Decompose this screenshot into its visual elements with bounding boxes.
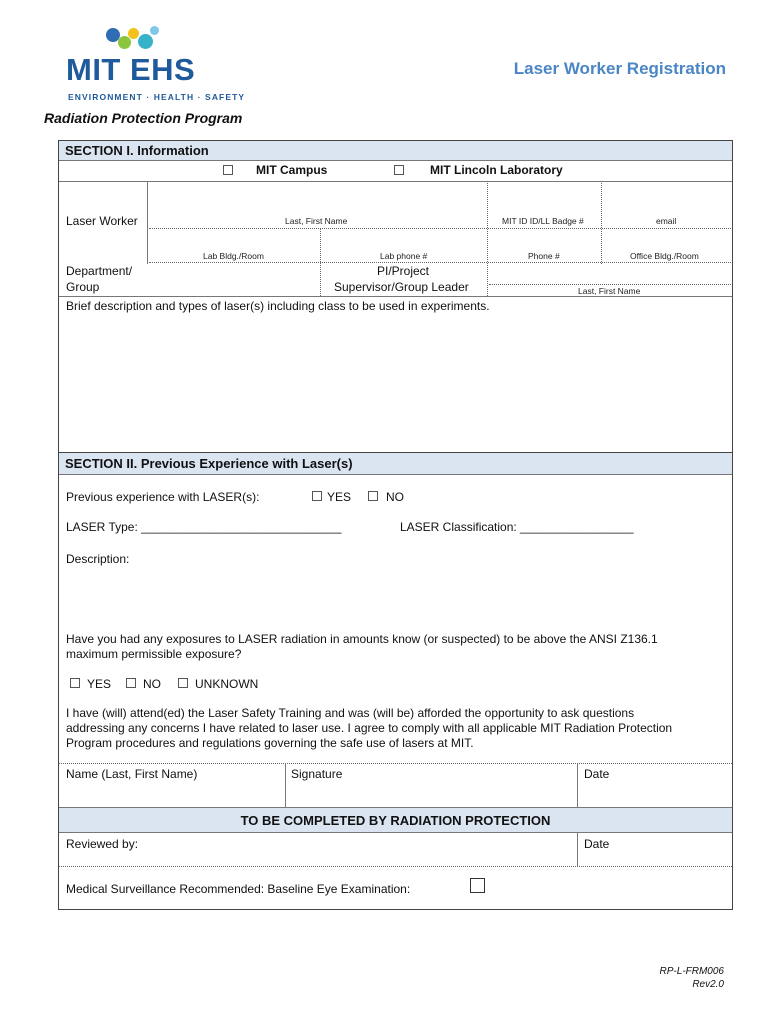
form-title: Laser Worker Registration (513, 59, 726, 78)
lab-field-line[interactable] (149, 262, 731, 263)
exposure-yes-label: YES (87, 677, 112, 691)
rp-section-header (59, 808, 732, 832)
laser-description-prompt: Brief description and types of laser(s) including class to be used in experiments. (66, 299, 490, 313)
section-2-header (59, 453, 732, 474)
mit-ehs-logo (66, 24, 246, 108)
exposure-yes-checkbox[interactable] (70, 678, 80, 688)
exposure-no-label: NO (143, 677, 161, 691)
campus-row-line (59, 181, 732, 182)
lab-phone-hint: Lab phone # (380, 251, 428, 261)
lab-phone-divider (320, 229, 321, 296)
rp-header-line (59, 832, 732, 833)
exposure-question-line2: maximum permissible exposure? (66, 647, 242, 661)
email-hint: email (656, 216, 677, 226)
prev-exp-no-checkbox[interactable] (368, 491, 378, 501)
mit-campus-checkbox[interactable] (223, 165, 233, 175)
signature-row-top-line (59, 763, 732, 764)
laser-type-field[interactable]: LASER Type: ______________________________ (66, 520, 342, 534)
date-field-label[interactable]: Date (584, 767, 610, 781)
laser-worker-label: Laser Worker (66, 214, 138, 228)
logo-tagline: ENVIRONMENT · HEALTH · SAFETY (68, 92, 246, 102)
medical-surveillance-checkbox[interactable] (470, 878, 485, 893)
name-hint: Last, First Name (285, 216, 348, 226)
pi-label-line1: PI/Project (377, 264, 430, 278)
lincoln-lab-checkbox[interactable] (394, 165, 404, 175)
email-column-divider (601, 181, 602, 264)
logo-dot-yellow (128, 28, 139, 39)
department-label: Department/ (66, 264, 133, 278)
signature-field-label[interactable]: Signature (291, 767, 343, 781)
signature-divider (285, 763, 286, 807)
form-number: RP-L-FRM006 (659, 966, 724, 977)
prev-experience-label: Previous experience with LASER(s): (66, 490, 260, 504)
prev-exp-yes-label: YES (327, 490, 352, 504)
reviewed-by-field[interactable]: Reviewed by: (66, 837, 139, 851)
section-2-header-line (59, 474, 732, 475)
logo-dot-teal (138, 34, 153, 49)
date-divider (577, 763, 578, 807)
training-statement-line3: Program procedures and regulations governing the safe use of lasers at MIT. (66, 736, 474, 750)
rp-date-field[interactable]: Date (584, 837, 610, 851)
section-2-title: SECTION II. Previous Experience with Laser(s) (65, 456, 353, 471)
description-label: Description: (66, 552, 130, 566)
pi-name-hint: Last, First Name (578, 286, 641, 296)
exposure-no-checkbox[interactable] (126, 678, 136, 688)
logo-dot-lightblue (150, 26, 159, 35)
reviewed-row-line (59, 866, 732, 867)
exposure-question-line1: Have you had any exposures to LASER radiation in amounts know (or suspected) to be above the ANSI Z136.1 (66, 632, 658, 646)
phone-hint: Phone # (528, 251, 560, 261)
mit-id-hint: MIT ID ID/LL Badge # (502, 216, 584, 226)
office-bldg-hint: Office Bldg./Room (630, 251, 699, 261)
form-revision: Rev2.0 (692, 979, 724, 990)
name-field-line[interactable] (149, 228, 731, 229)
pi-field-line[interactable] (489, 284, 731, 285)
pi-label-line2: Supervisor/Group Leader (334, 280, 469, 294)
section-1-header (59, 141, 732, 160)
rp-date-divider (577, 832, 578, 866)
group-label: Group (66, 280, 100, 294)
program-title: Radiation Protection Program (44, 110, 243, 126)
training-statement-line1: I have (will) attend(ed) the Laser Safety Training and was (will be) afforded the opportunity to ask questions (66, 706, 635, 720)
name-field-label[interactable]: Name (Last, First Name) (66, 767, 198, 781)
laser-classification-field[interactable]: LASER Classification: _________________ (400, 520, 634, 534)
lab-bldg-hint: Lab Bldg./Room (203, 251, 264, 261)
medical-surveillance-label: Medical Surveillance Recommended: Baseline Eye Examination: (66, 882, 411, 896)
laser-description-area[interactable] (59, 316, 732, 452)
rp-section-title: TO BE COMPLETED BY RADIATION PROTECTION (240, 813, 551, 828)
lincoln-lab-label: MIT Lincoln Laboratory (430, 163, 563, 177)
training-statement-line2: addressing any concerns I have related to laser use. I agree to comply with all applicable MIT Radiation Protection (66, 721, 673, 735)
mit-campus-label: MIT Campus (256, 163, 328, 177)
exposure-unknown-checkbox[interactable] (178, 678, 188, 688)
prev-exp-yes-checkbox[interactable] (312, 491, 322, 501)
section-1-header-line (59, 160, 732, 161)
logo-dot-green (118, 36, 131, 49)
department-row-line (59, 296, 732, 297)
section-1-title: SECTION I. Information (65, 143, 209, 158)
logo-wordmark: MIT EHS (66, 52, 196, 87)
exposure-unknown-label: UNKNOWN (195, 677, 259, 691)
prev-exp-no-label: NO (386, 490, 404, 504)
laser-worker-divider (147, 181, 148, 264)
id-column-divider (487, 181, 488, 296)
